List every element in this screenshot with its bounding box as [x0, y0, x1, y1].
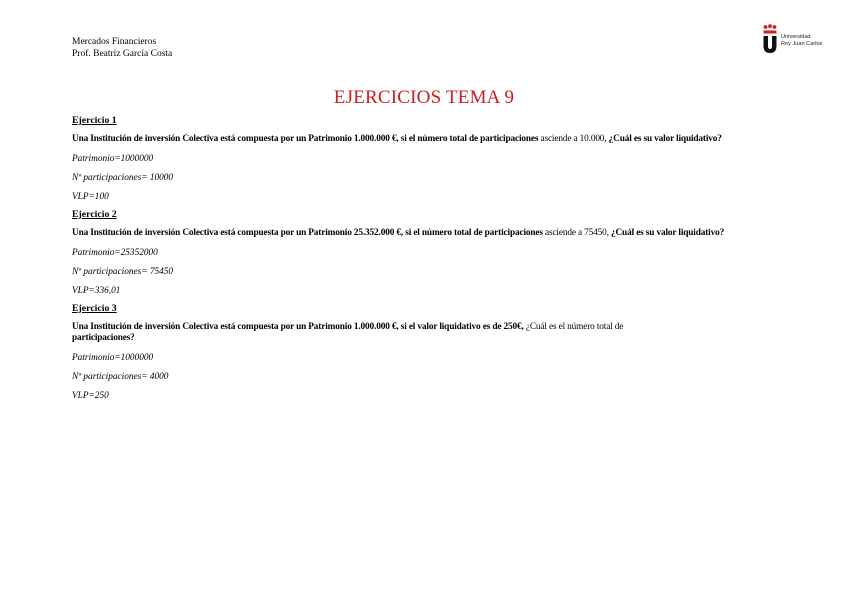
- exercise-heading: Ejercicio 1: [72, 115, 117, 126]
- university-logo-text: Universidad Rey Juan Carlos: [781, 34, 823, 47]
- university-logo: [761, 24, 833, 54]
- university-logo-icon: [761, 24, 779, 54]
- exercise-2: [72, 208, 772, 297]
- answer-participaciones: Nº participaciones= 75450: [72, 266, 174, 277]
- answer-patrimonio: Patrimonio=1000000: [72, 353, 154, 364]
- exercise-heading: Ejercicio 3: [72, 302, 117, 314]
- exercise-heading: Ejercicio 2: [72, 208, 117, 220]
- exercise-question: Una Institución de inversión Colectiva está compuesta por un Patrimonio 25.352.000 €, si el número total de participaciones asciende a 75450, ¿Cuál es su valor liquidativo?: [72, 227, 725, 238]
- exercise-1: [72, 114, 772, 203]
- exercise-3: [72, 302, 772, 403]
- page-header: [72, 37, 172, 60]
- professor-name: Prof. Beatriz García Costa: [72, 48, 173, 59]
- exercise-question: Una Institución de inversión Colectiva está compuesta por un Patrimonio 1.000.000 €, si el número total de participaciones asciende a 10.000, ¿Cuál es su valor liquidativo?: [72, 134, 722, 144]
- answer-patrimonio: Patrimonio=1000000: [72, 153, 154, 164]
- exercises-list: [72, 114, 772, 402]
- exercise-question: Una Institución de inversión Colectiva está compuesta por un Patrimonio 1.000.000 €, si el valor liquidativo es de 250€, ¿Cuál es el número total de participaciones?: [72, 321, 624, 344]
- answer-participaciones: Nº participaciones= 10000: [72, 172, 174, 183]
- answer-vlp: VLP=100: [72, 191, 109, 202]
- answer-participaciones: Nº participaciones= 4000: [72, 372, 169, 383]
- answer-patrimonio: Patrimonio=25352000: [72, 247, 158, 258]
- course-name: Mercados Financieros: [72, 37, 157, 47]
- answer-vlp: VLP=250: [72, 391, 109, 402]
- answer-vlp: VLP=336,01: [72, 285, 121, 296]
- page-title: EJERCICIOS TEMA 9: [333, 87, 515, 108]
